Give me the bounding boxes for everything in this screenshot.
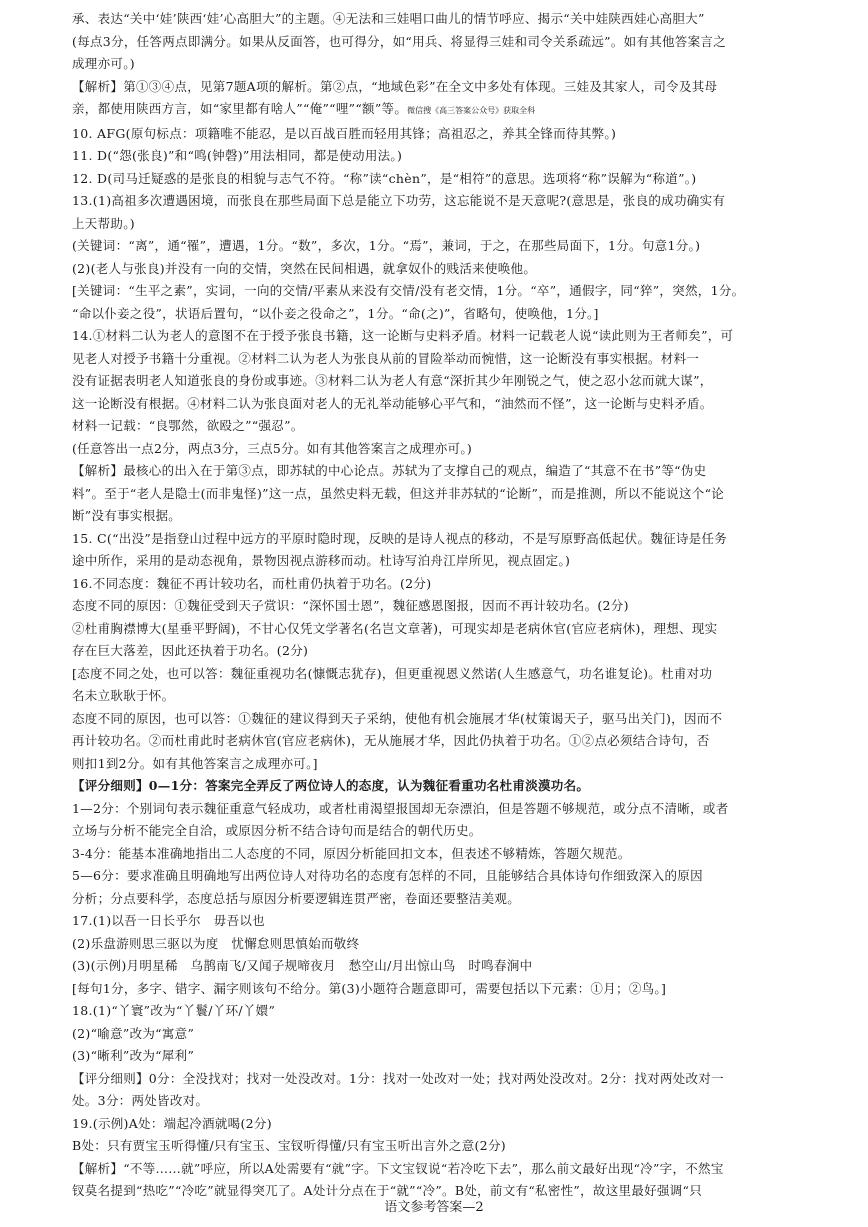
text-line: 则扣1到2分。如有其他答案言之成理亦可。]	[72, 755, 318, 771]
text-line: 途中所作，采用的是动态视角，景物因视点游移而动。杜诗写泊舟江岸所见，视点固定。)	[72, 553, 571, 568]
watermark-note: 微信搜《高三答案公众号》获取全科	[407, 106, 536, 115]
text-line: 成理亦可。)	[72, 56, 135, 71]
text-line: 立场与分析不能完全自洽，或原因分析不结合诗句而是结合的朝代历史。	[72, 823, 482, 838]
answer-17: 17.(1)以吾一日长乎尔 毋吾以也	[72, 913, 265, 928]
text-line: 钗莫名提到“热吃”“冷吃”就显得突兀了。A处计分点在于“就”“冷”。B处，前文有“私密性”，故这里最好强调“只	[72, 1183, 703, 1198]
text-line: (2)“喻意”改为“寓意”	[72, 1025, 195, 1041]
text-line	[72, 98, 830, 123]
answer-19: 19.(示例)A处：端起冷酒就喝(2分)	[72, 1115, 272, 1131]
analysis-line: 【解析】最核心的出入在于第③点，即苏轼的中心论点。苏轼为了支撑自己的观点，编造了“其意不在书”等“伪史	[72, 463, 707, 478]
text-line: 断”没有事实根据。	[72, 508, 182, 523]
text-line: (3)“晰利”改为“犀利”	[72, 1048, 195, 1063]
text-line: (2)乐盘游则思三驱以为度 忧懈怠则思慎始而敬终	[72, 935, 360, 951]
answer-12: 12. D(司马迁疑惑的是张良的相貌与志气不符。“称”读“chèn”，是“相符”的意思。选项将“称”误解为“称道”。)	[72, 170, 697, 186]
analysis-line: 【解析】第①③④点，见第7题A项的解析。第②点，“地域色彩”在全文中多处有体现。三娃及其家人，司令及其母	[72, 78, 718, 94]
text-line: 3-4分：能基本准确地指出二人态度的不同，原因分析能回扣文本，但表述不够精炼，答题欠规范。	[72, 845, 631, 861]
text-line: 上天帮助。)	[72, 215, 135, 231]
text-line: 没有证据表明老人知道张良的身份或事迹。③材料二认为老人有意“深折其少年刚锐之气，使之忍小忿而就大谋”，	[72, 373, 713, 388]
answer-13: 13.(1)高祖多次遭遇困境，而张良在那些局面下总是能立下功劳，这忘能说不是天意呢?(意思是，张良的成功确实有	[72, 193, 726, 208]
text-line: 处。3分：两处皆改对。	[72, 1093, 209, 1108]
answer-18: 18.(1)“丫寰”改为“丫鬟/丫环/丫嬛”	[72, 1003, 276, 1018]
text-line: 料”。至于“老人是隐士(而非鬼怪)”这一点，虽然史料无载，但这并非苏轼的“论断”，而是推测，所以不能说这个“论	[72, 485, 725, 501]
answer-11: 11. D(“怨(张良)”和“鸣(钟磬)”用法相同，都是使动用法。)	[72, 148, 403, 163]
text-line: 分析；分点要科学，态度总括与原因分析要逻辑连贯严密，卷面还要整洁美观。	[72, 890, 521, 906]
scoring-rules-line: 【评分细则】0—1分：答案完全弄反了两位诗人的态度，认为魏征看重功名杜甫淡漠功名。	[72, 778, 590, 793]
text-line: 承、表达“关中‘娃’陕西‘娃’心高胆大”的主题。④无法和三娃唱口曲儿的情节呼应、揭示“关中娃陕西娃心高胆大”	[72, 11, 705, 26]
text-line: 这一论断没有根据。④材料二认为张良面对老人的无礼举动能够心平气和，“油然而不怪”，这一论断与史料矛盾。	[72, 395, 713, 411]
text-line: 1—2分：个别词句表示魏征重意气轻成功，或者杜甫渴望报国却无奈漂泊，但是答题不够规范，或分点不清晰，或者	[72, 800, 729, 816]
text-line: 见老人对授予书籍十分重视。②材料二认为老人为张良从前的冒险举动而惋惜，这一论断没有事实根据。材料一	[72, 350, 700, 366]
text-line: B处：只有贾宝玉听得懂/只有宝玉、宝钗听得懂/只有宝玉听出言外之意(2分)	[72, 1138, 506, 1153]
text-line: 5—6分：要求准确且明确地写出两位诗人对待功名的态度有怎样的不同，且能够结合具体诗句作细致深入的原因	[72, 868, 703, 883]
text-line: [态度不同之处，也可以答：魏征重视功名(慷慨志犹存)，但更重视恩义然诺(人生感意气，功名谁复论)。杜甫对功	[72, 665, 713, 681]
text-line: (3)(示例)月明星稀 乌鹊南飞/又闻子规啼夜月 愁空山/月出惊山鸟 时鸣春涧中	[72, 958, 533, 973]
text-line: (2)(老人与张良)并没有一向的交情，突然在民间相遇，就拿奴仆的贱活来使唤他。	[72, 260, 537, 276]
text-line: 态度不同的原因，也可以答：①魏征的建议得到天子采纳，使他有机会施展才华(杖策谒天子，驱马出关门)，因而不	[72, 710, 723, 726]
page-footer: 语文参考答案—2	[384, 1200, 484, 1215]
answer-14: 14.①材料二认为老人的意图不在于授予张良书籍，这一论断与史料矛盾。材料一记载老人说“读此则为王者师矣”，可	[72, 328, 734, 343]
text-line: “命以仆妾之役”，状语后置句，“以仆妾之役命之”，1分。“命(之)”，省略句，使唤他，1分。]	[72, 305, 599, 321]
text-line-body: 亲，都使用陕西方言，如“家里都有啥人”“俺”“哩”“额”等。	[72, 101, 408, 116]
answer-10: 10. AFG(原句标点：项籍唯不能忍，是以百战百胜而轻用其锋；高祖忍之，养其全锋而待其弊。)	[72, 125, 617, 141]
text-line: 态度不同的原因：①魏征受到天子赏识：“深怀国士恩”，魏征感恩图报，因而不再计较功名。(2分)	[72, 598, 629, 613]
text-line: 存在巨大落差，因此还执着于功名。(2分)	[72, 643, 309, 658]
answer-key-content	[72, 8, 830, 1203]
text-line: (任意答出一点2分，两点3分，三点5分。如有其他答案言之成理亦可。)	[72, 440, 473, 456]
text-line: 材料一记载：“良鄂然，欲殴之”“强忍”。	[72, 418, 304, 433]
text-line: [每句1分，多字、错字、漏字则该句不给分。第(3)小题符合题意即可，需要包括以下元素：①月；②鸟。]	[72, 980, 667, 996]
analysis-line: 【解析】“不等……就”呼应，所以A处需要有“就”字。下文宝钗说“若冷吃下去”，那么前文最好出现“冷”字，不然宝	[72, 1160, 724, 1176]
text-line: (每点3分，任答两点即满分。如果从反面答，也可得分，如“用兵、将显得三娃和司令关系疏远”。如有其他答案言之	[72, 33, 727, 49]
answer-15: 15. C(“出没”是指登山过程中远方的平原时隐时现，反映的是诗人视点的移动，不是写原野高低起伏。魏征诗是任务	[72, 530, 728, 546]
scoring-rules-line: 【评分细则】0分：全没找对；找对一处没改对。1分：找对一处改对一处；找对两处没改对。2分：找对两处改对一	[72, 1070, 724, 1086]
text-line: [关键词：“生平之素”，实词，一向的交情/平素从来没有交情/没有老交情，1分。“卒”，通假字，同“猝”，突然，1分。	[72, 283, 745, 298]
answer-16: 16.不同态度：魏征不再计较功名，而杜甫仍执着于功名。(2分)	[72, 575, 432, 591]
text-line: ②杜甫胸襟博大(星垂平野阔)，不甘心仅凭文学著名(名岂文章著)，可现实却是老病休官(官应老病休)，理想、现实	[72, 620, 718, 636]
text-line: 名未立耿耿于怀。	[72, 688, 175, 703]
text-line: (关键词：“离”，通“罹”，遭遇，1分。“数”，多次，1分。“焉”，兼词，于之，在那些局面下，1分。句意1分。)	[72, 238, 701, 253]
text-line: 再计较功名。②而杜甫此时老病休官(官应老病休)，无从施展才华，因此仍执着于功名。①②点必须结合诗句，否	[72, 733, 710, 748]
